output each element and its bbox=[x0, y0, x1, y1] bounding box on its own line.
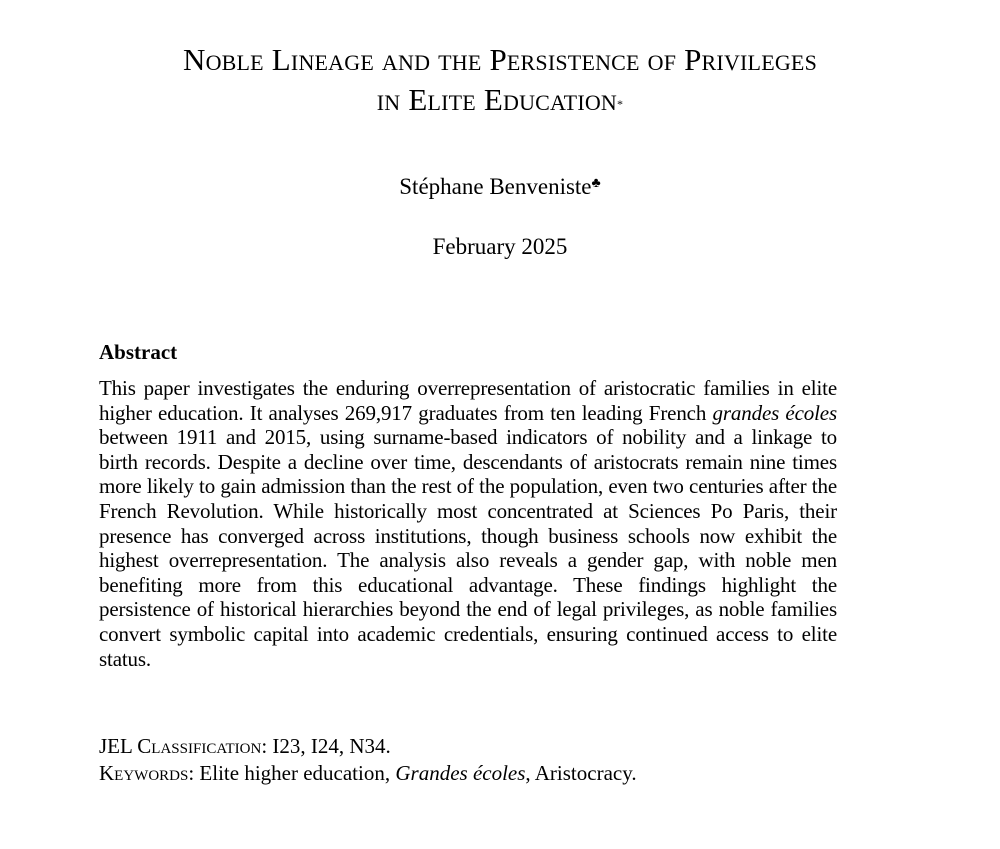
keywords-label: Keywords: bbox=[99, 761, 195, 785]
jel-codes: I23, I24, N34. bbox=[272, 734, 391, 758]
abstract-text-part-2: between 1911 and 2015, using surname-based indicators of nobility and a linkage to birth records. Despite a decline over time, descendants of aristocrats remain nine times more likely to gain admission than the rest of the population, even two centuries after the French Revolution. While historically most concentrated at Sciences Po Paris, their presence has converged across institutions, though business schools now exhibit the highest overrepresentation. The analysis also reveals a gender gap, with noble men benefiting more from this educational advantage. These findings highlight the persistence of historical hierarchies beyond the end of legal privileges, as noble families convert symbolic capital into academic credentials, ensuring continued access to elite status. bbox=[99, 425, 837, 671]
publication-date: February 2025 bbox=[432, 234, 568, 259]
author-line bbox=[100, 172, 900, 202]
author-name: Stéphane Benveniste bbox=[399, 174, 592, 199]
author-footnote-mark[interactable]: ♣ bbox=[591, 176, 601, 191]
abstract-body bbox=[99, 376, 837, 671]
paper-title-line-1 bbox=[60, 40, 940, 80]
keywords-line bbox=[99, 760, 637, 786]
jel-label: JEL Classification: bbox=[99, 734, 268, 758]
keywords-text-2: , Aristocracy. bbox=[525, 761, 637, 785]
abstract-text-part-1: This paper investigates the enduring overrepresentation of aristocratic families in elite higher education. It analyses 269,917 graduates from ten leading French bbox=[99, 376, 837, 425]
abstract-heading: Abstract bbox=[99, 340, 178, 364]
keywords-italic: Grandes écoles bbox=[395, 761, 526, 785]
paper-title-text-1: Noble Lineage and the Persistence of Privileges bbox=[183, 42, 817, 77]
title-footnote-mark[interactable]: * bbox=[617, 97, 624, 111]
abstract-italic-term: grandes écoles bbox=[712, 400, 837, 425]
keywords-text-1: Elite higher education, bbox=[199, 761, 396, 785]
jel-classification bbox=[99, 733, 391, 759]
paper-title-text-2: in Elite Education bbox=[376, 82, 618, 117]
paper-title-line-2 bbox=[60, 80, 940, 120]
